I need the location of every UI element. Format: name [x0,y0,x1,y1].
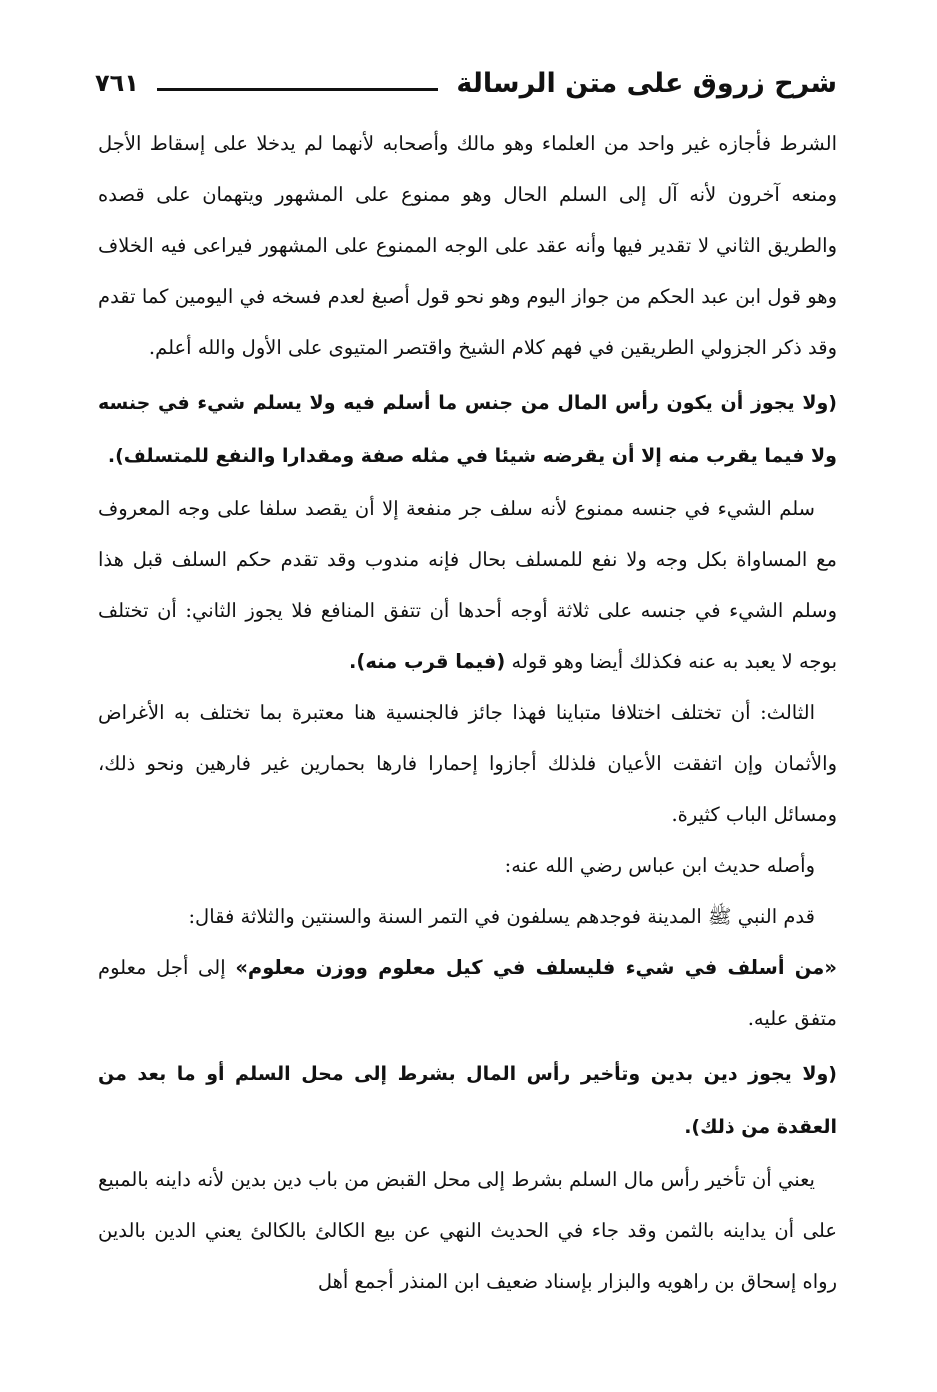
running-title: شرح زروق على متن الرسالة [456,67,837,99]
page-number: ٧٦١ [95,69,139,97]
paragraph-5: قدم النبي ﷺ المدينة فوجدهم يسلفون في التمر السنة والسنتين والثلاثة فقال: [188,905,815,928]
paragraph-6-text: إلى أجل معلوم متفق عليه. [98,956,837,1030]
hadith-quote: «من أسلف في شيء فليسلف في كيل معلوم ووزن معلوم» [235,956,837,979]
matn-passage-2: (ولا يجوز دين بدين وتأخير رأس المال بشرط إلى محل السلم أو ما بعد من العقدة من ذلك). [98,1063,837,1138]
page-header [95,58,837,108]
paragraph-2 [98,483,837,687]
body-text [98,118,837,1307]
paragraph-1: الشرط فأجازه غير واحد من العلماء وهو مالك وأصحابه لأنهما لم يدخلا على إسقاط الأجل ومنعه آخرون لأنه آل إلى السلم الحال وهو ممنوع على المشهور ويتهمان على قصده والطريق الثاني لا تقدير فيها وأنه عقد على الوجه الممنوع على المشهور فيراعى فيه الخلاف وهو قول ابن عبد الحكم من جواز اليوم وهو نحو قول أصبغ لعدم فسخه في اليومين كما تقدم وقد ذكر الجزولي الطريقين في فهم كلام الشيخ واقتصر المتيوى على الأول والله أعلم. [98,132,838,359]
header-rule [157,88,438,91]
paragraph-2-quote: (فيما قرب منه). [349,650,506,673]
paragraph-3: الثالث: أن تختلف اختلافا متباينا فهذا جائز فالجنسية هنا معتبرة بما تختلف به الأغراض والأثمان وإن اتفقت الأعيان فلذلك أجازوا إحمارا فارها بحمارين غير فارهين ونحو ذلك، ومسائل الباب كثيرة. [98,701,837,826]
paragraph-4: وأصله حديث ابن عباس رضي الله عنه: [504,854,815,877]
paragraph-2-text: سلم الشيء في جنسه ممنوع لأنه سلف جر منفعة إلا أن يقصد سلفا على وجه المعروف مع المساواة بكل وجه ولا نفع للمسلف بحال فإنه مندوب وقد تقدم حكم السلف قبل هذا وسلم الشيء في جنسه على ثلاثة أوجه أحدها أن تتفق المنافع فلا يجوز الثاني: أن تختلف بوجه لا يعبد به عنه فكذلك أيضا وهو قوله [98,497,837,673]
matn-passage-1: (ولا يجوز أن يكون رأس المال من جنس ما أسلم فيه ولا يسلم شيء في جنسه ولا فيما يقرب منه إلا أن يقرضه شيئا في مثله صفة ومقدارا والنفع للمتسلف). [98,392,837,467]
paragraph-7: يعني أن تأخير رأس مال السلم بشرط إلى محل القبض من باب دين بدين لأنه داينه بالمبيع على أن يداينه بالثمن وقد جاء في الحديث النهي عن بيع الكالئ بالكالئ يعني الدين بالدين رواه إسحاق بن راهويه والبزار بإسناد ضعيف ابن المنذر أجمع أهل [98,1168,837,1293]
paragraph-6 [98,942,837,1044]
